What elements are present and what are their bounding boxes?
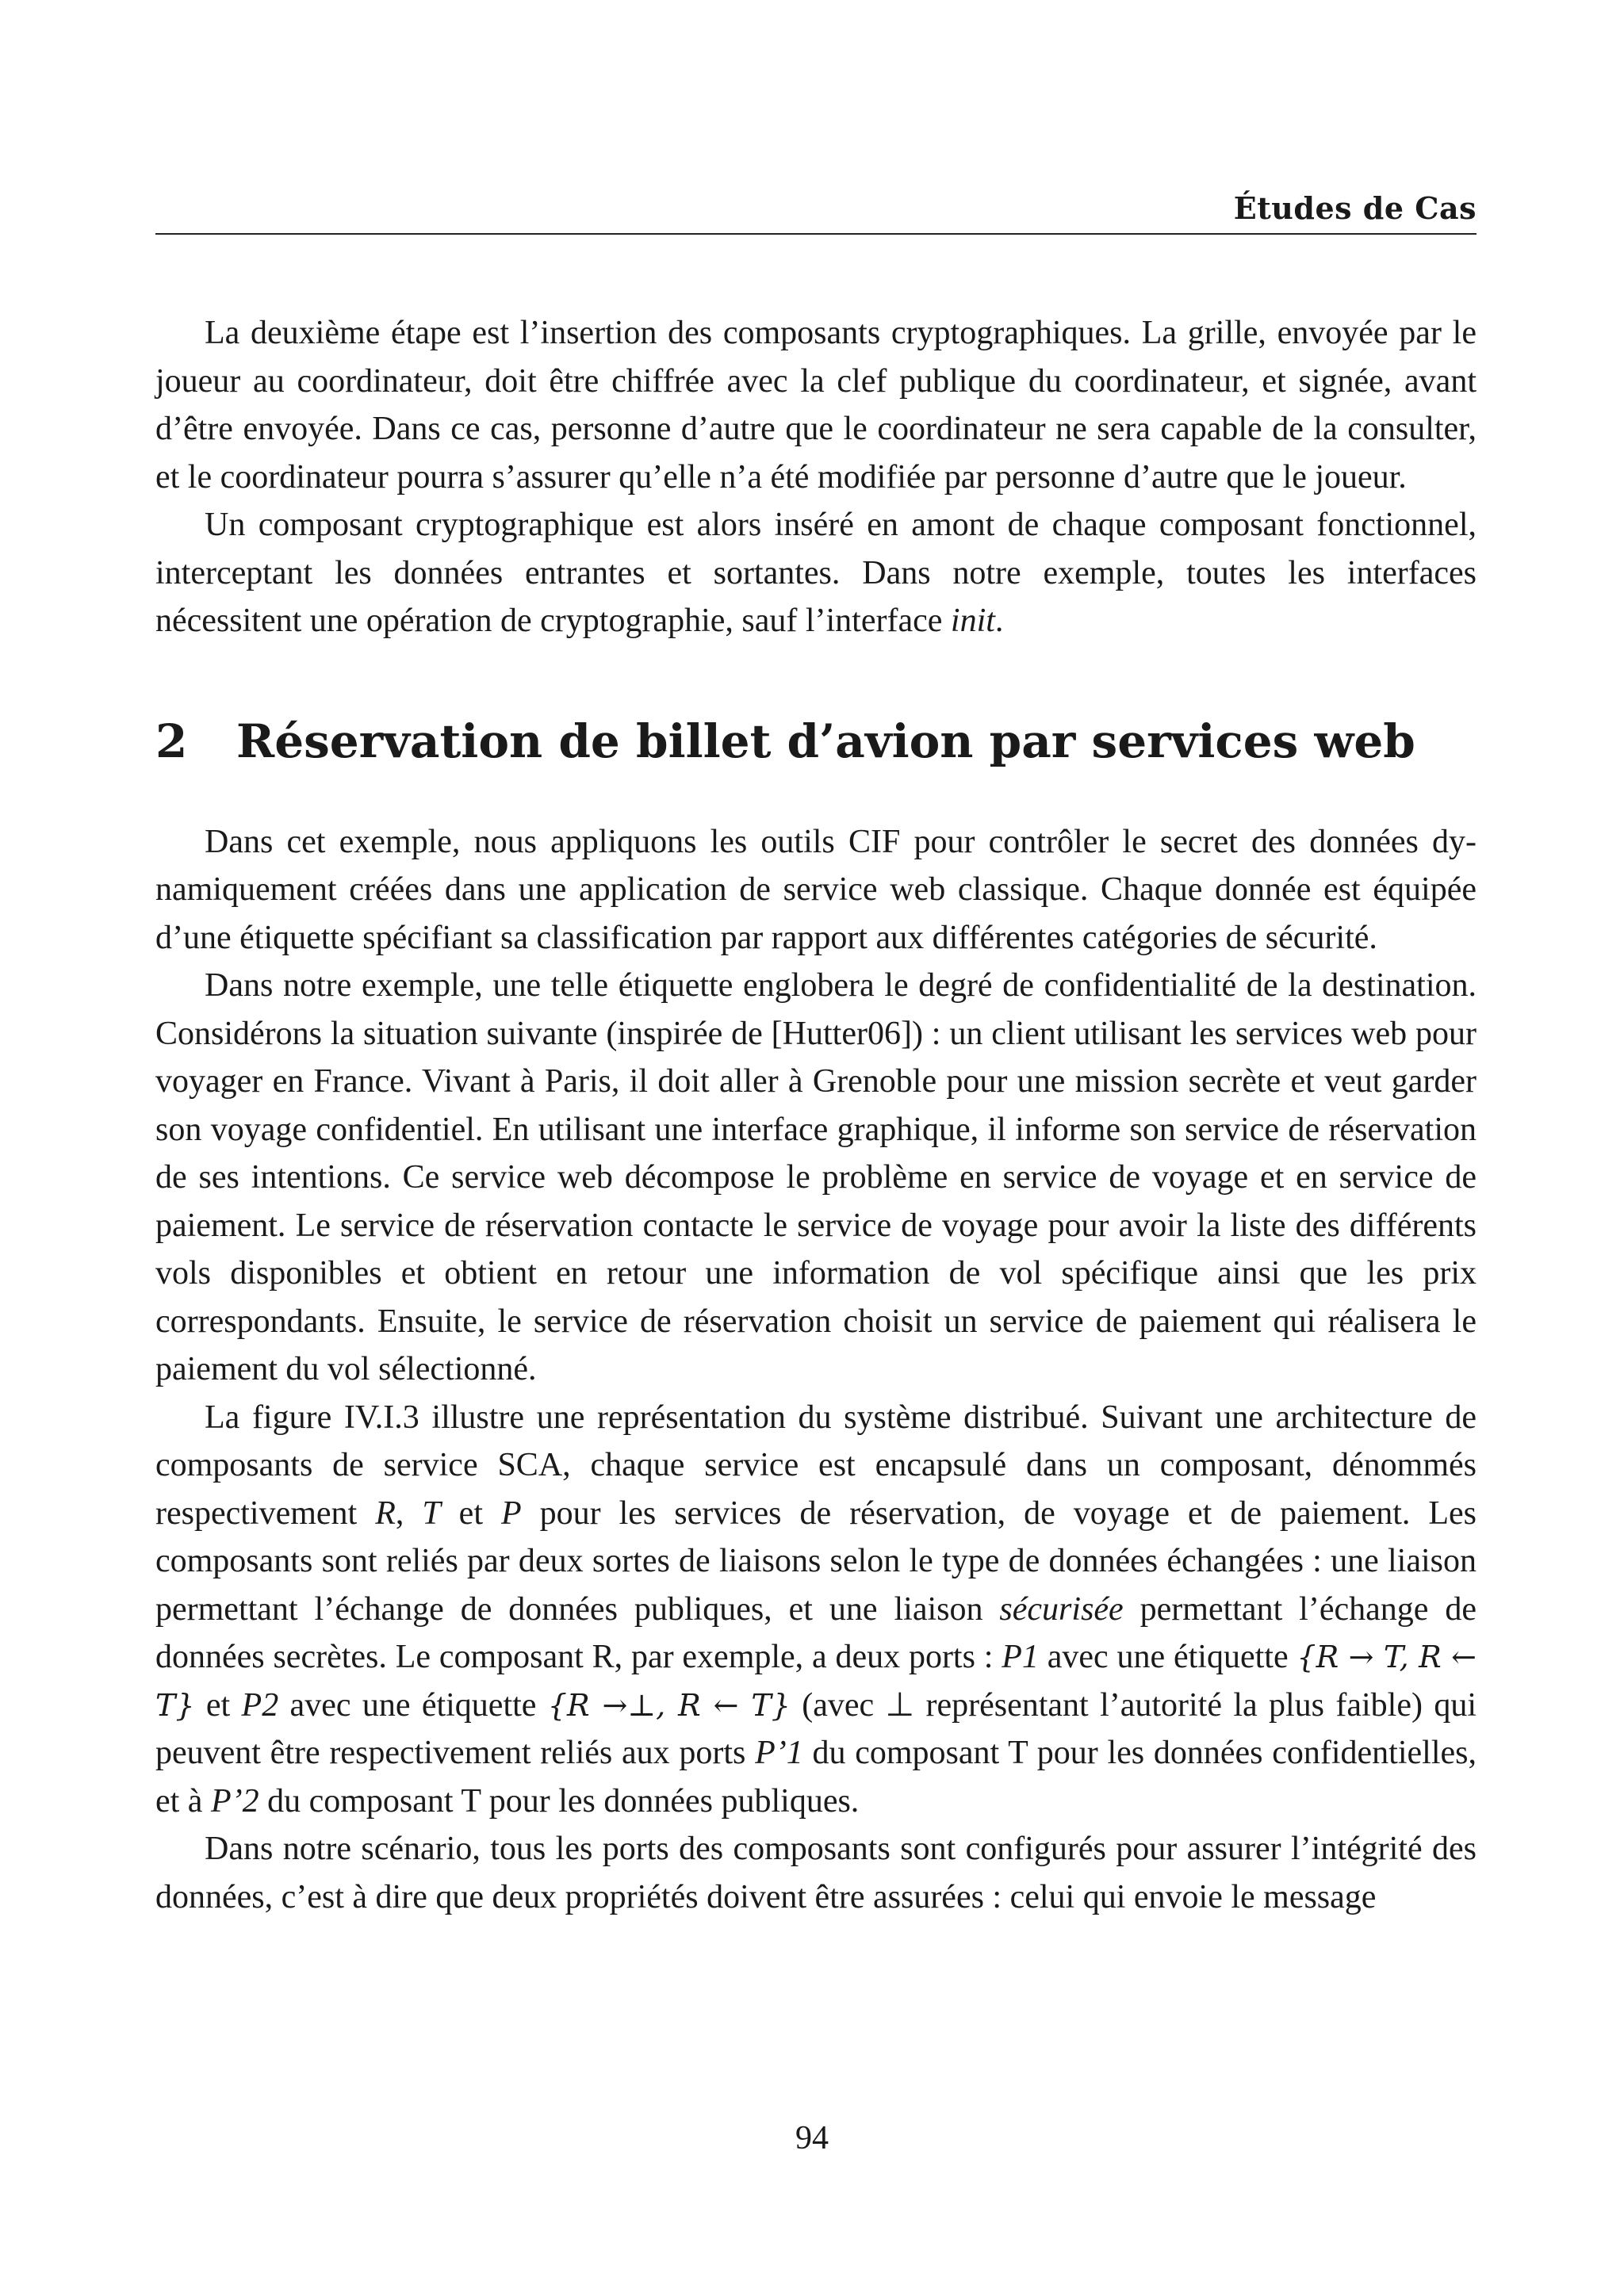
text-run: avec une étiquette xyxy=(278,1686,548,1724)
text-run: avec une étiquette xyxy=(1038,1639,1297,1675)
text-run: du composant T pour les données confidentielles, et à xyxy=(155,1735,1477,1820)
symbol-T: T xyxy=(422,1494,441,1532)
port-P2: P2 xyxy=(241,1686,279,1724)
label-formula-1: {R → T, R ← T} xyxy=(155,1640,1477,1723)
page-number: 94 xyxy=(795,2120,829,2156)
paragraph xyxy=(155,501,1477,645)
port-P-prime-2: P’2 xyxy=(210,1782,259,1820)
port-P-prime-1: P’1 xyxy=(755,1735,803,1771)
running-title: Études de Cas xyxy=(1233,190,1477,226)
section-number: 2 xyxy=(155,714,188,768)
section-heading xyxy=(155,714,1477,769)
text-run: (avec ⊥ représentant l’autorité la plus faible) qui peuvent être respectivement reliés aux ports xyxy=(155,1686,1477,1771)
paragraph: La deuxième étape est l’insertion des composants cryptographiques. La grille, envoyée par le joueur au coordinateur, doit être chiffrée avec la clef publique du coordinateur, et signée, avant d’être envoyée. Dans ce cas, personne d’autre que le coordinateur ne sera capable de la consulter, et le coordinateur pourra s’assurer qu’elle n’a été modifiée par personne d’autre que le joueur. xyxy=(155,315,1477,496)
symbol-R: R xyxy=(375,1494,396,1532)
paragraph-text: Un composant cryptographique est alors inséré en amont de chaque composant fonctionnel, interceptant les données entrantes et sortantes. Dans notre exemple, toutes les interfaces nécessitent une opération de cryptographie, sauf l’interface xyxy=(155,507,1477,639)
text-run: La figure IV.I.3 illustre une représentation du système distribué. Suivant une architecture de composants de service SCA, chaque service est encapsulé dans un composant, dénommés respectivement xyxy=(155,1399,1477,1532)
emphasis-securisee: sécurisée xyxy=(999,1590,1124,1628)
running-header xyxy=(155,190,1477,235)
paragraph: Dans notre exemple, une telle étiquette englobera le degré de confidentialité de la destination. Considérons la situation suivante (inspirée de [Hutter06]) : un client utilisant les services web pour voyager en France. Vivant à Paris, il doit aller à Grenoble pour une mission secrète et veut garder son voyage confidentiel. En utilisant une interface graphique, il informe son service de réservation de ses intentions. Ce service web décompose le problème en service de voyage et en service de paiement. Le service de réservation contacte le service de voyage pour avoir la liste des différents vols disponibles et obtient en retour une information de vol spécifique ainsi que les prix correspondants. Ensuite, le service de réservation choisit un service de paiement qui réalisera le paiement du vol sélectionné. xyxy=(155,967,1477,1387)
paragraph: Dans cet exemple, nous appliquons les outils CIF pour contrôler le secret des données dynamiquement créées dans une application de service web classique. Chaque donnée est équipée d’une étiquette spécifiant sa classification par rapport aux différentes catégories de sécurité. xyxy=(155,823,1477,956)
text-run: permettant l’échange de données secrètes. Le composant R, par exemple, a deux ports : xyxy=(155,1590,1477,1675)
port-P1: P1 xyxy=(1002,1639,1039,1675)
paragraph: Dans notre scénario, tous les ports des composants sont configurés pour assurer l’intégrité des données, c’est à dire que deux propriétés doivent être assurées : celui qui envoie le message xyxy=(155,1831,1477,1915)
text-run: et xyxy=(194,1686,242,1724)
page-body xyxy=(155,309,1477,1921)
text-run: du composant T pour les données publiques. xyxy=(259,1782,860,1820)
period: . xyxy=(994,603,1004,639)
text-run: pour les services de réservation, de voyage et de paiement. Les composants sont reliés par deux sortes de liaisons selon le type de données échangées : une liaison permettant l’échange de données publiques, et une liaison xyxy=(155,1494,1477,1628)
text-run: et xyxy=(440,1494,501,1532)
emphasis-init: init xyxy=(950,603,995,639)
symbol-P: P xyxy=(500,1494,522,1532)
section-title: Réservation de billet d’avion par services web xyxy=(236,714,1415,768)
text-run: , xyxy=(395,1494,423,1532)
label-formula-2: {R →⊥, R ← T} xyxy=(547,1687,791,1723)
paragraph xyxy=(155,1394,1477,1826)
